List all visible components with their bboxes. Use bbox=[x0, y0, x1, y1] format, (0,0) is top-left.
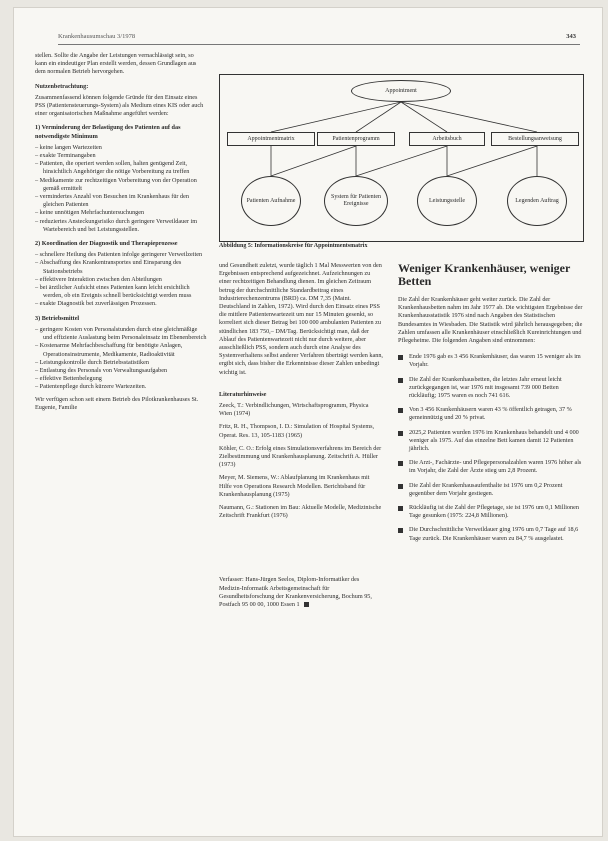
paragraph: stellen. Sollte die Angabe der Leistungen vernachlässigt sein, so kann ein eindeutiger Plan erstellt werden, dessen Grundlagen aus dem normalen Betrieb hervorgehen. bbox=[35, 52, 197, 76]
right-column bbox=[398, 262, 584, 828]
list-item: – keine unnötigen Mehrfachuntersuchungen bbox=[35, 209, 207, 217]
reference-item: Zeeck, T.: Verbindlichungen, Wirtschaftsprogramm, Physica Wien (1974) bbox=[219, 402, 369, 418]
reference-list bbox=[219, 402, 383, 520]
node-bottom-0: Patienten Aufnahme bbox=[241, 176, 301, 226]
fact-item: Von 3 456 Krankenhäusern waren 43 % öffentlich getragen, 37 % gemeinnützig und 20 % privat. bbox=[398, 406, 584, 422]
reference-item: Köhler, C. O.: Erfolg eines Simulationsverfahrens im Bereich der Zielbestimmung und Krankenhausplanung. Zeitschrift A. Hüller (1973) bbox=[219, 444, 382, 469]
header-rule bbox=[58, 44, 580, 45]
reference-item: Meyer, M. Siemens, W.: Ablaufplanung im Krankenhaus mit Hilfe von Operations Research Modellen. Berichtsband für Krankenhausplanung (1975) bbox=[219, 474, 370, 498]
list-item: – Abschaffung des Krankentransportes und Einsparung des Stationsbetriebs bbox=[35, 259, 207, 275]
list-item: – Medikamente zur rechtzeitigen Vorbereitung von der Operation gemäß ermittelt bbox=[35, 177, 207, 193]
article-title: Weniger Krankenhäuser, weniger Betten bbox=[398, 262, 571, 288]
list-item: – geringere Kosten von Personalstunden durch eine gleichmäßige und effiziente Auslastung beim Personaleinsatz im Ebenenbereich bbox=[35, 326, 207, 342]
flow-diagram bbox=[219, 74, 584, 242]
fact-list bbox=[398, 353, 584, 543]
list-item: – bei ärztlicher Aufsicht eines Patienten kann leicht ersichtlich werden, ob ein Ereignis schnell berücksichtigt werden muss bbox=[35, 284, 207, 300]
paragraph: Wir verfügen schon seit einem Betrieb des Pilotkrankenhauses St. Eugenie, Familie bbox=[35, 395, 199, 411]
list-item: – vermindertes Anzahl von Besuchen im Krankenhaus für den gleichen Patienten bbox=[35, 193, 207, 209]
bullet-list bbox=[35, 326, 207, 392]
node-row-2: Arbeitsbuch bbox=[409, 132, 485, 146]
node-bottom-2: Leistungsstelle bbox=[417, 176, 477, 226]
list-item: – Kostenarme Mehrfachbeschaffung für benötigte Anlagen, Operationsinstrumente, Medikamente, Radioaktivität bbox=[35, 342, 207, 358]
node-row-0: Appointmentmatrix bbox=[227, 132, 315, 146]
section-heading: Nutzenbetrachtung: bbox=[35, 82, 89, 90]
page-number: 343 bbox=[566, 33, 576, 40]
node-row-3: Bestellungsanweisung bbox=[491, 132, 579, 146]
fact-item: Die Zahl der Krankenhausaufenthalte ist 1976 um 0,2 Prozent gegenüber dem Vorjahr gestiegen. bbox=[398, 482, 584, 498]
reference-item: Fritz, R. H., Thompson, I. D.: Simulation of Hospital Systems, Operat. Res. 13, 105-1183 (1965) bbox=[219, 423, 375, 439]
middle-column bbox=[219, 262, 383, 828]
list-item: – effektive Bettenbelegung bbox=[35, 375, 207, 383]
literature-heading: Literaturhinweise bbox=[219, 390, 267, 398]
list-item: – Patientenpflege durch kürzere Wartezeiten. bbox=[35, 383, 207, 391]
list-item: – effektivere Interaktion zwischen den Abteilungen bbox=[35, 276, 207, 284]
section-heading: 2) Koordination der Diagnostik und Therapieprozesse bbox=[35, 240, 178, 248]
section-heading: 3) Betriebsmittel bbox=[35, 314, 80, 322]
bullet-list bbox=[35, 251, 207, 308]
running-header: Krankenhausumschau 3/1978 bbox=[58, 33, 136, 40]
node-row-1: Patientenprogramm bbox=[317, 132, 395, 146]
list-item: – Entlastung des Personals von Verwaltungsaufgaben bbox=[35, 367, 207, 375]
fact-item: Rückläufig ist die Zahl der Pflegetage, sie ist 1976 um 0,1 Millionen Tage gesunken (1975: 224,8 Millionen). bbox=[398, 504, 584, 520]
bullet-list bbox=[35, 144, 207, 234]
node-appointment: Appointment bbox=[351, 80, 451, 102]
author-text: Verfasser: Hans-Jürgen Seelos, Diplom-Informatiker des Medizin-Informatik Arbeitsgemeinschaft für Gesundheitsforschung der Krankenversicherung, Bochum 95, Postfach 95 00 00, 1000 Essen 1 bbox=[219, 576, 372, 609]
list-item: – keine langen Wartezeiten bbox=[35, 144, 207, 152]
fact-item: Ende 1976 gab es 3 456 Krankenhäuser, das waren 15 weniger als im Vorjahr. bbox=[398, 353, 584, 369]
node-bottom-1: System für Patienten Ereignisse bbox=[324, 176, 388, 226]
list-item: – Leistungskontrolle durch Betriebsstatistiken bbox=[35, 359, 207, 367]
list-item: – Patienten, die operiert werden sollen, halten genügend Zeit, hinsichtlich Angehöriger die nötige Vorbereitung zu treffen bbox=[35, 160, 207, 176]
list-item: – schnellere Heilung des Patienten infolge geringerer Verweilzeiten bbox=[35, 251, 207, 259]
node-bottom-3: Legenden Auftrag bbox=[507, 176, 567, 226]
list-item: – reduziertes Ansteckungsrisiko durch geringere Verweildauer im Wartebereich und bei Leistungsstellen. bbox=[35, 218, 207, 234]
list-item: – exakte Terminangaben bbox=[35, 152, 207, 160]
reference-item: Naumann, G.: Stationen im Bau: Aktuelle Modelle, Medizinische Zeitschrift Frankfurt (1976) bbox=[219, 504, 382, 520]
intro-paragraph: Die Zahl der Krankenhäuser geht weiter zurück. Die Zahl der Krankenhausbetten nahm im Jahr 1977 ab. Die wichtigsten Ergebnisse der Krankenhausstatistik 1976 sind nach Angaben des Statistischen Bundesamtes in Wiesbaden. Die Statistik wird jährlich herausgegeben; die Zahlen umfassen alle Krankenhäuser einschließlich Kureinrichtungen und Pflegeheime. Die folgenden Angaben sind entnommen: bbox=[398, 296, 583, 345]
fact-item: 2025,2 Patienten wurden 1976 im Krankenhaus behandelt und 4 000 weniger als 1975. Auf das einzelne Bett kamen damit 12 Patienten jährlich. bbox=[398, 429, 584, 454]
fact-item: Die Zahl der Krankenhausbetten, die letztes Jahr erneut leicht zurückgegangen ist, war 1976 mit insgesamt 739 000 Betten rückläufig; 1975 waren es noch 741 616. bbox=[398, 376, 584, 401]
list-item: – exakte Diagnostik bei zuverlässigen Prozessen. bbox=[35, 300, 207, 308]
paragraph: und Gesundheit zuletzt, wurde täglich 1 Mal Messwerten von den Ergebnissen entsprechend aufgezeichnet. Aufzeichnungen zu einer rechtzeitigen Behandlung dienen. Im gleichen Zeitraum betrug der durchschnittliche Standardbeitrag eines Industrierechenzentrums (BRD) ca. DM 7,35 (Maint. Deutschland in Zahlen, 1972). Wird durch den Einsatz eines PSS die mittlere Patientenwartezeit um nur 15 Minuten gesenkt, so korreliert sich dieser Betrag bei 100 000 ambulanten Patienten zu stündlichen 183 750,– DM/Tag. Berücksichtigt man, daß der Ablauf des Patientenwartezeit nicht nur durch weitere, aber ausschließlich PSS, sondern auch durch eine Analyse des Systemverhaltens selbst anderer Verfahren überträgt werden kann, ergibt sich, dass bisher die Erkenntnisse dieser Zahlen unbedingt wichtig ist. bbox=[219, 262, 383, 376]
figure-caption: Abbildung 5: Informationskreise für Appointmentsmatrix bbox=[219, 243, 368, 249]
fact-item: Die Arzt-, Fachärzte- und Pflegepersonalzahlen waren 1976 höher als im Vorjahr, die Zahl der Ärzte stieg um 2,8 Prozent. bbox=[398, 459, 584, 475]
paragraph: Zusammenfassend können folgende Gründe für den Einsatz eines PSS (Patientensteuerungs-System) als Medium eines KIS oder auch einer organisatorischen Maßnahme angeführt werden: bbox=[35, 93, 204, 118]
fact-item: Die Durchschnittliche Verweildauer ging 1976 um 0,7 Tage auf 18,6 Tage zurück. Die Krankenhäuser waren zu 84,7 % ausgelastet. bbox=[398, 526, 584, 542]
left-column bbox=[35, 52, 207, 827]
author-note bbox=[219, 576, 383, 609]
end-mark-icon bbox=[304, 602, 309, 607]
section-heading: 1) Verminderung der Belastigung des Patienten auf das notwendigste Minimum bbox=[35, 124, 181, 140]
